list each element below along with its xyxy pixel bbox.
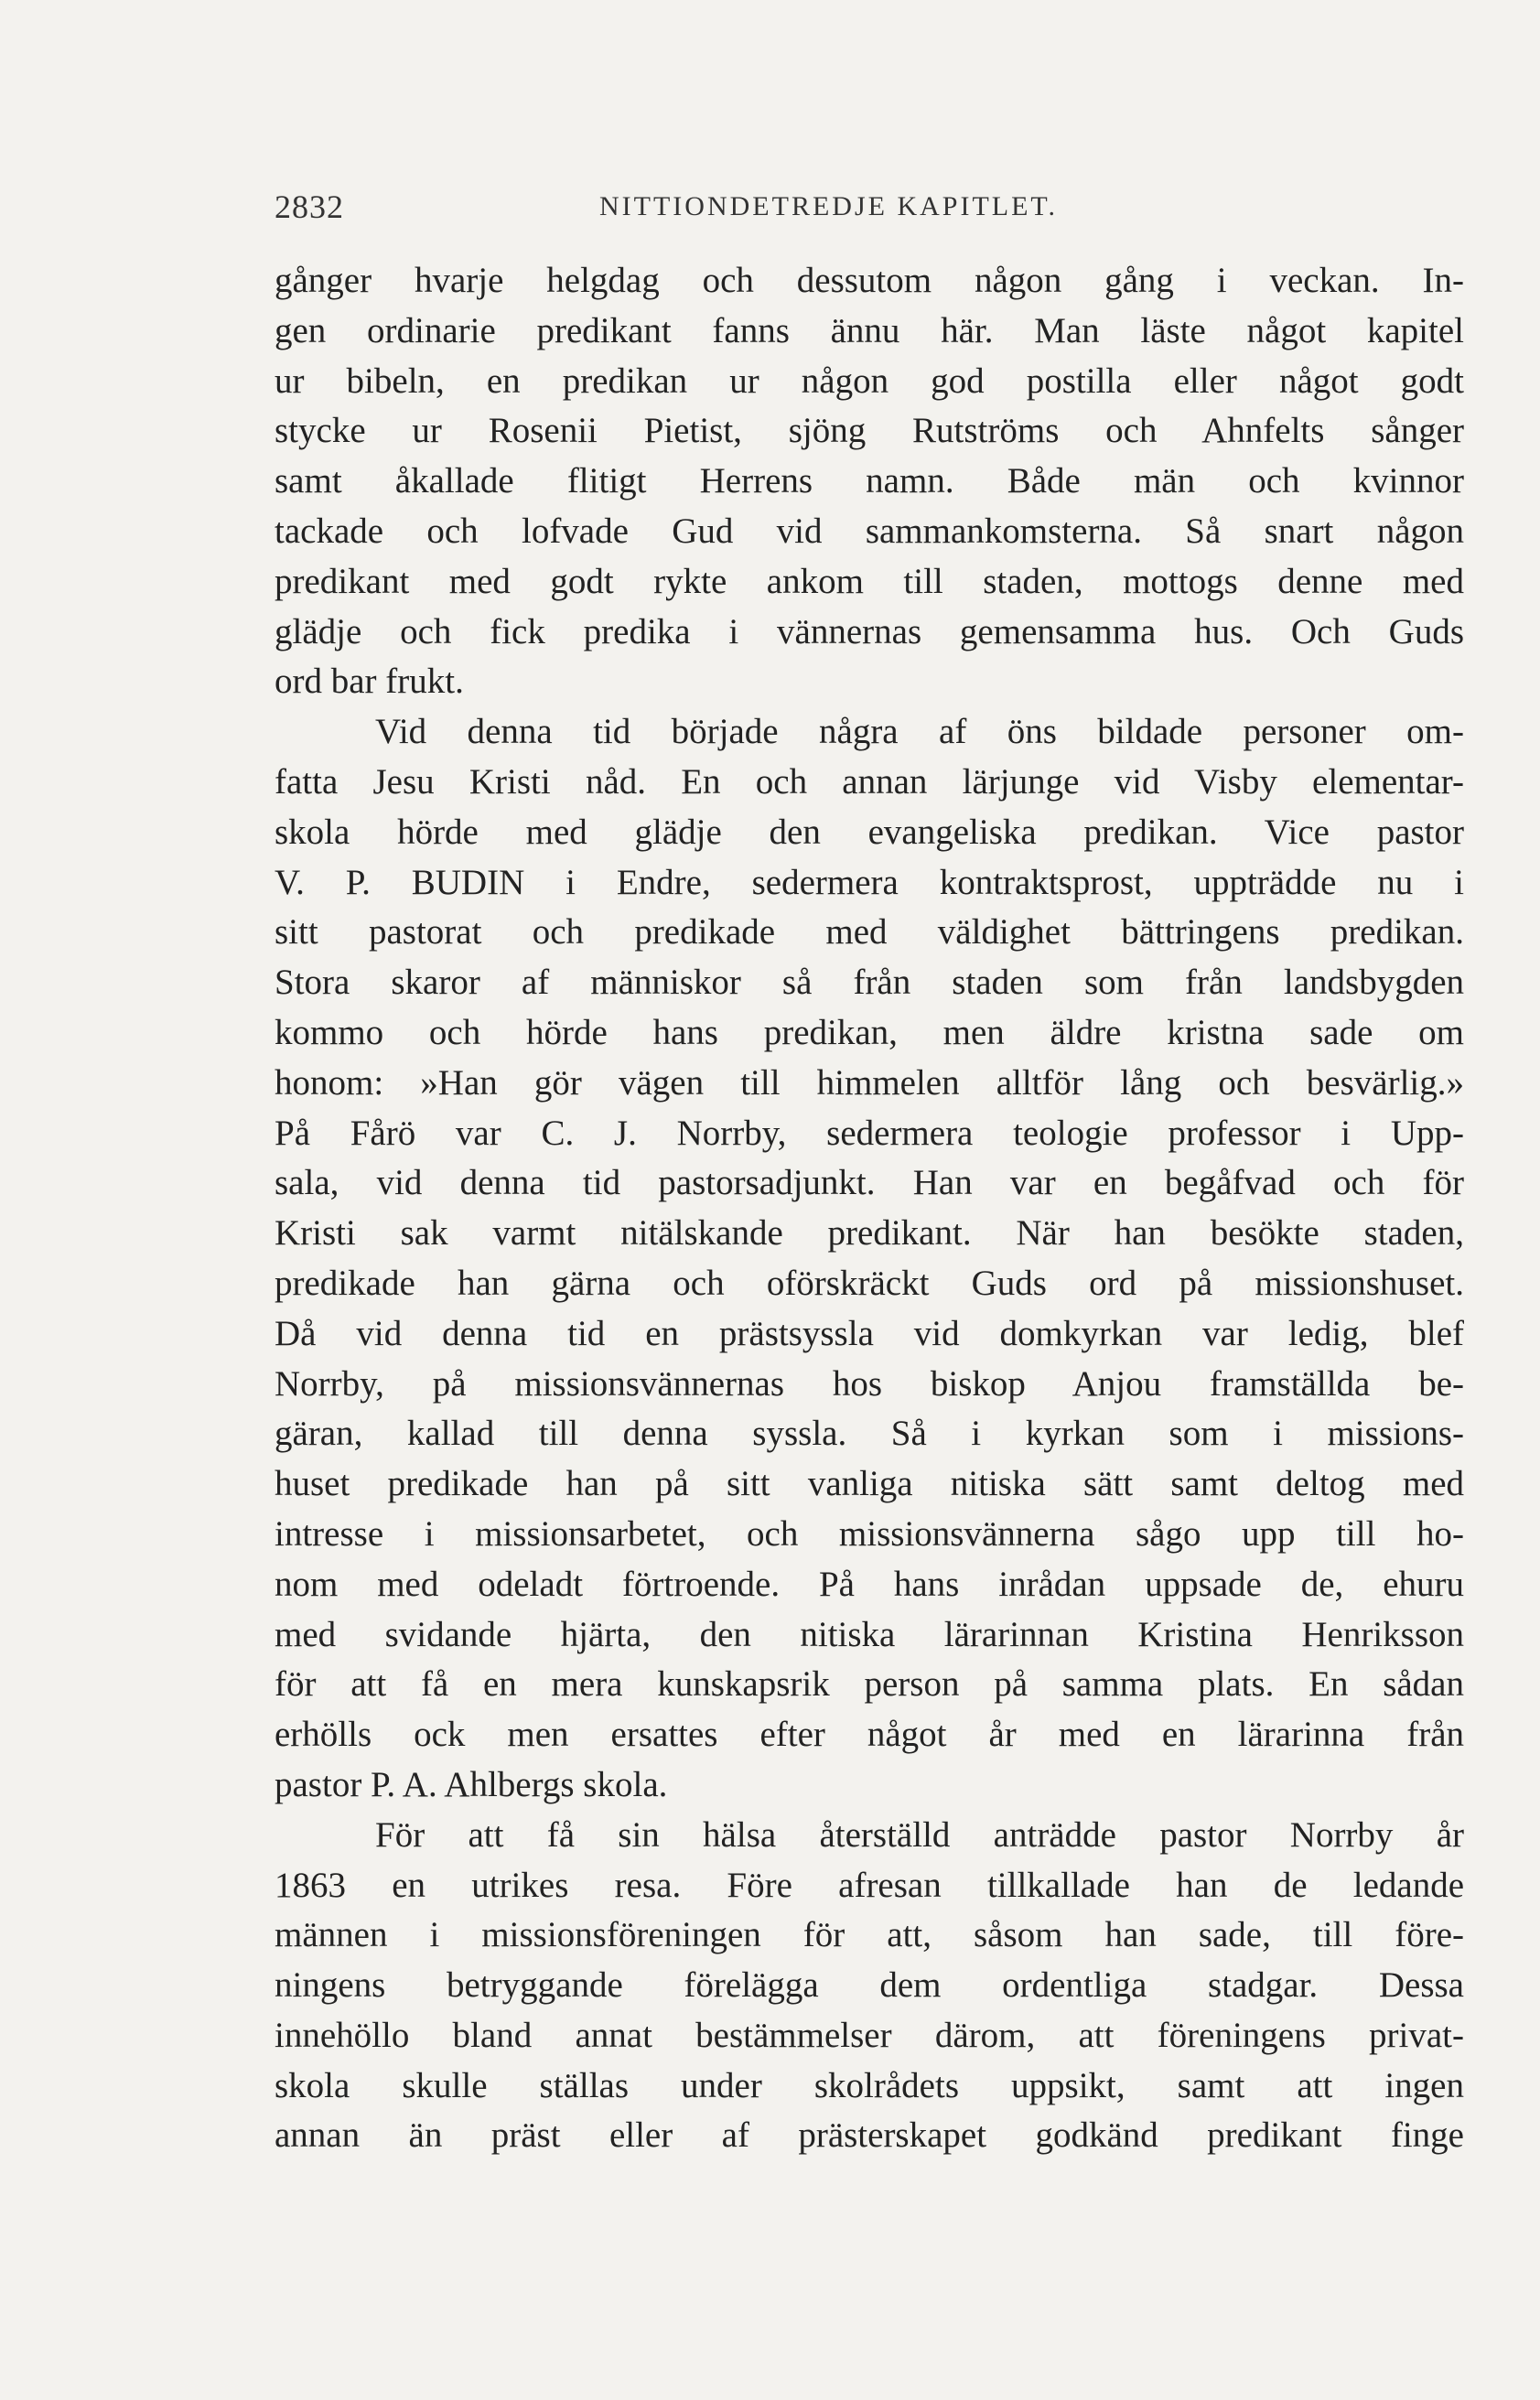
page-header (275, 188, 1464, 233)
text-line: honom: »Han gör vägen till himmelen alltför lång och besvärlig.» (275, 1062, 1464, 1103)
text-line: ur bibeln, en predikan ur någon god postilla eller något godt (275, 361, 1464, 401)
text-line: samt åkallade flitigt Herrens namn. Både män och kvinnor (275, 461, 1464, 501)
running-head: NITTIONDETREDJE KAPITLET. (599, 191, 1059, 221)
text-line: För att få sin hälsa återställd anträdde pastor Norrby år (375, 1814, 1464, 1855)
page-number: 2832 (275, 188, 344, 225)
text-line: gånger hvarje helgdag och dessutom någon gång i veckan. In- (275, 261, 1464, 300)
text-line: skola skulle ställas under skolrådets uppsikt, samt att ingen (275, 2065, 1464, 2105)
text-line: kommo och hörde hans predikan, men äldre kristna sade om (275, 1012, 1464, 1052)
text-line: sitt pastorat och predikade med väldighet bättringens predikan. (275, 912, 1464, 952)
text-line: predikant med godt rykte ankom till staden, mottogs denne med (275, 561, 1464, 601)
text-line: gen ordinarie predikant fanns ännu här. Man läste något kapitel (275, 310, 1464, 350)
text-line: Vid denna tid började några af öns bildade personer om- (375, 712, 1464, 752)
text-line: ningens betryggande förelägga dem ordentliga stadgar. Dessa (275, 1965, 1464, 2006)
text-line: pastor P. A. Ahlbergs skola. (275, 1764, 668, 1804)
text-line: intresse i missionsarbetet, och missionsvännerna sågo upp till ho- (275, 1513, 1464, 1554)
text-line: gäran, kallad till denna syssla. Så i kyrkan som i missions- (275, 1414, 1464, 1454)
body-text (275, 256, 1464, 2161)
text-line: med svidande hjärta, den nitiska lärarinnan Kristina Henriksson (275, 1614, 1464, 1654)
text-line: sala, vid denna tid pastorsadjunkt. Han var en begåfvad och för (275, 1163, 1464, 1203)
text-line: annan än präst eller af prästerskapet godkänd predikant finge (275, 2115, 1464, 2156)
text-line: 1863 en utrikes resa. Före afresan tillkallade han de ledande (275, 1865, 1464, 1905)
text-line: nom med odeladt förtroende. På hans inrådan uppsade de, ehuru (275, 1564, 1464, 1604)
text-line: huset predikade han på sitt vanliga nitiska sätt samt deltog med (275, 1464, 1464, 1504)
text-line: V. P. BUDIN i Endre, sedermera kontraktsprost, uppträdde nu i (275, 862, 1464, 902)
text-line: predikade han gärna och oförskräckt Guds ord på missionshuset. (275, 1263, 1464, 1303)
text-line: skola hörde med glädje den evangeliska predikan. Vice pastor (275, 812, 1464, 852)
text-line: innehöllo bland annat bestämmelser därom, att föreningens privat- (275, 2015, 1464, 2055)
text-line: Kristi sak varmt nitälskande predikant. När han besökte staden, (275, 1213, 1464, 1254)
text-line: erhölls ock men ersattes efter något år med en lärarinna från (275, 1715, 1464, 1755)
text-line: ord bar frukt. (275, 662, 464, 702)
text-line: tackade och lofvade Gud vid sammankomsterna. Så snart någon (275, 511, 1464, 551)
text-line: Då vid denna tid en prästsyssla vid domkyrkan var ledig, blef (275, 1313, 1464, 1353)
text-line: männen i missionsföreningen för att, såsom han sade, till före- (275, 1915, 1464, 1955)
text-line: Stora skaror af människor så från staden som från landsbygden (275, 963, 1464, 1003)
text-line: fatta Jesu Kristi nåd. En och annan lärjunge vid Visby elementar- (275, 761, 1464, 802)
text-line: På Fårö var C. J. Norrby, sedermera teologie professor i Upp- (275, 1113, 1464, 1153)
text-line: för att få en mera kunskapsrik person på samma plats. En sådan (275, 1664, 1464, 1705)
text-line: glädje och fick predika i vännernas gemensamma hus. Och Guds (275, 611, 1464, 651)
text-line: stycke ur Rosenii Pietist, sjöng Rutströms och Ahnfelts sånger (275, 411, 1464, 451)
text-line: Norrby, på missionsvännernas hos biskop Anjou framställda be- (275, 1363, 1464, 1404)
